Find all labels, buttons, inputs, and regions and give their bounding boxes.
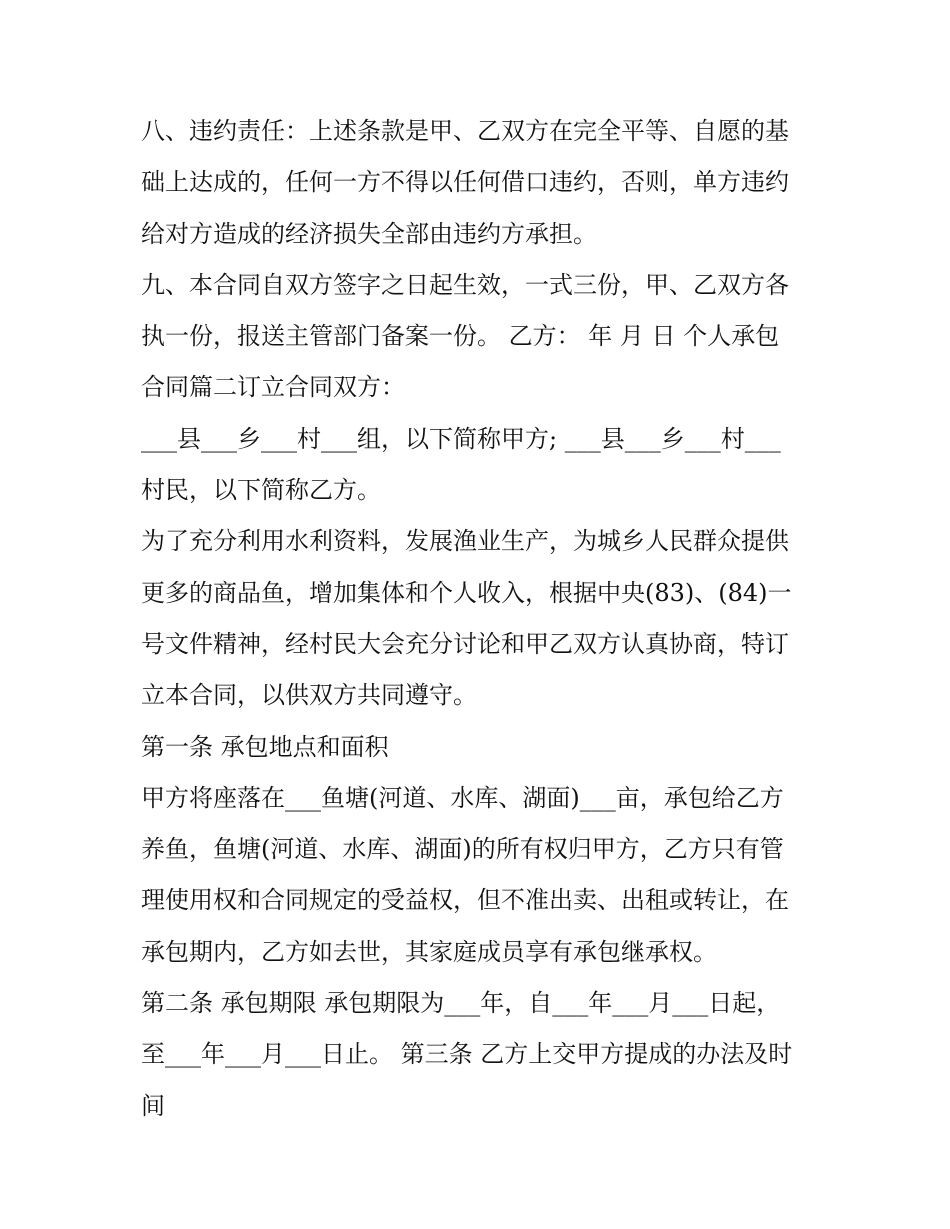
text-line: 甲方将座落在___鱼塘(河道、水库、湖面)___亩，承包给乙方 [141, 783, 784, 812]
text-line: 九、本合同自双方签字之日起生效，一式三份，甲、乙双方各 [141, 270, 789, 299]
text-line: 养鱼，鱼塘(河道、水库、湖面)的所有权归甲方，乙方只有管 [141, 835, 784, 864]
text-line: 八、违约责任：上述条款是甲、乙双方在完全平等、自愿的基 [141, 117, 789, 145]
text-line: 为了充分利用水利资料，发展渔业生产，为城乡人民群众提供 [141, 527, 789, 556]
text-line: 间 [141, 1091, 165, 1120]
text-line: 承包期内，乙方如去世，其家庭成员享有承包继承权。 [141, 937, 717, 966]
text-line: ___县___乡___村___组，以下简称甲方; ___县___乡___村___ [141, 424, 781, 453]
text-line: 给对方造成的经济损失全部由违约方承担。 [141, 219, 597, 248]
text-line: 村民，以下简称乙方。 [141, 476, 381, 505]
text-line: 第二条 承包期限 承包期限为___年，自___年___月___日起， [141, 989, 781, 1018]
text-line: 至___年___月___日止。 第三条 乙方上交甲方提成的办法及时 [141, 1040, 793, 1069]
text-line: 号文件精神，经村民大会充分讨论和甲乙双方认真协商，特订 [141, 629, 789, 658]
document-body [141, 106, 821, 1132]
section-heading: 第一条 承包地点和面积 [141, 732, 389, 761]
text-line: 础上达成的，任何一方不得以任何借口违约，否则，单方违约 [141, 168, 789, 197]
text-line: 立本合同，以供双方共同遵守。 [141, 681, 477, 710]
text-line: 理使用权和合同规定的受益权，但不准出卖、出租或转让，在 [141, 886, 789, 915]
text-line: 合同篇二订立合同双方： [141, 373, 405, 402]
text-line: 更多的商品鱼，增加集体和个人收入，根据中央(83)、(84)一 [141, 578, 792, 607]
text-line: 执一份，报送主管部门备案一份。 乙方： 年 月 日 个人承包 [141, 322, 780, 351]
